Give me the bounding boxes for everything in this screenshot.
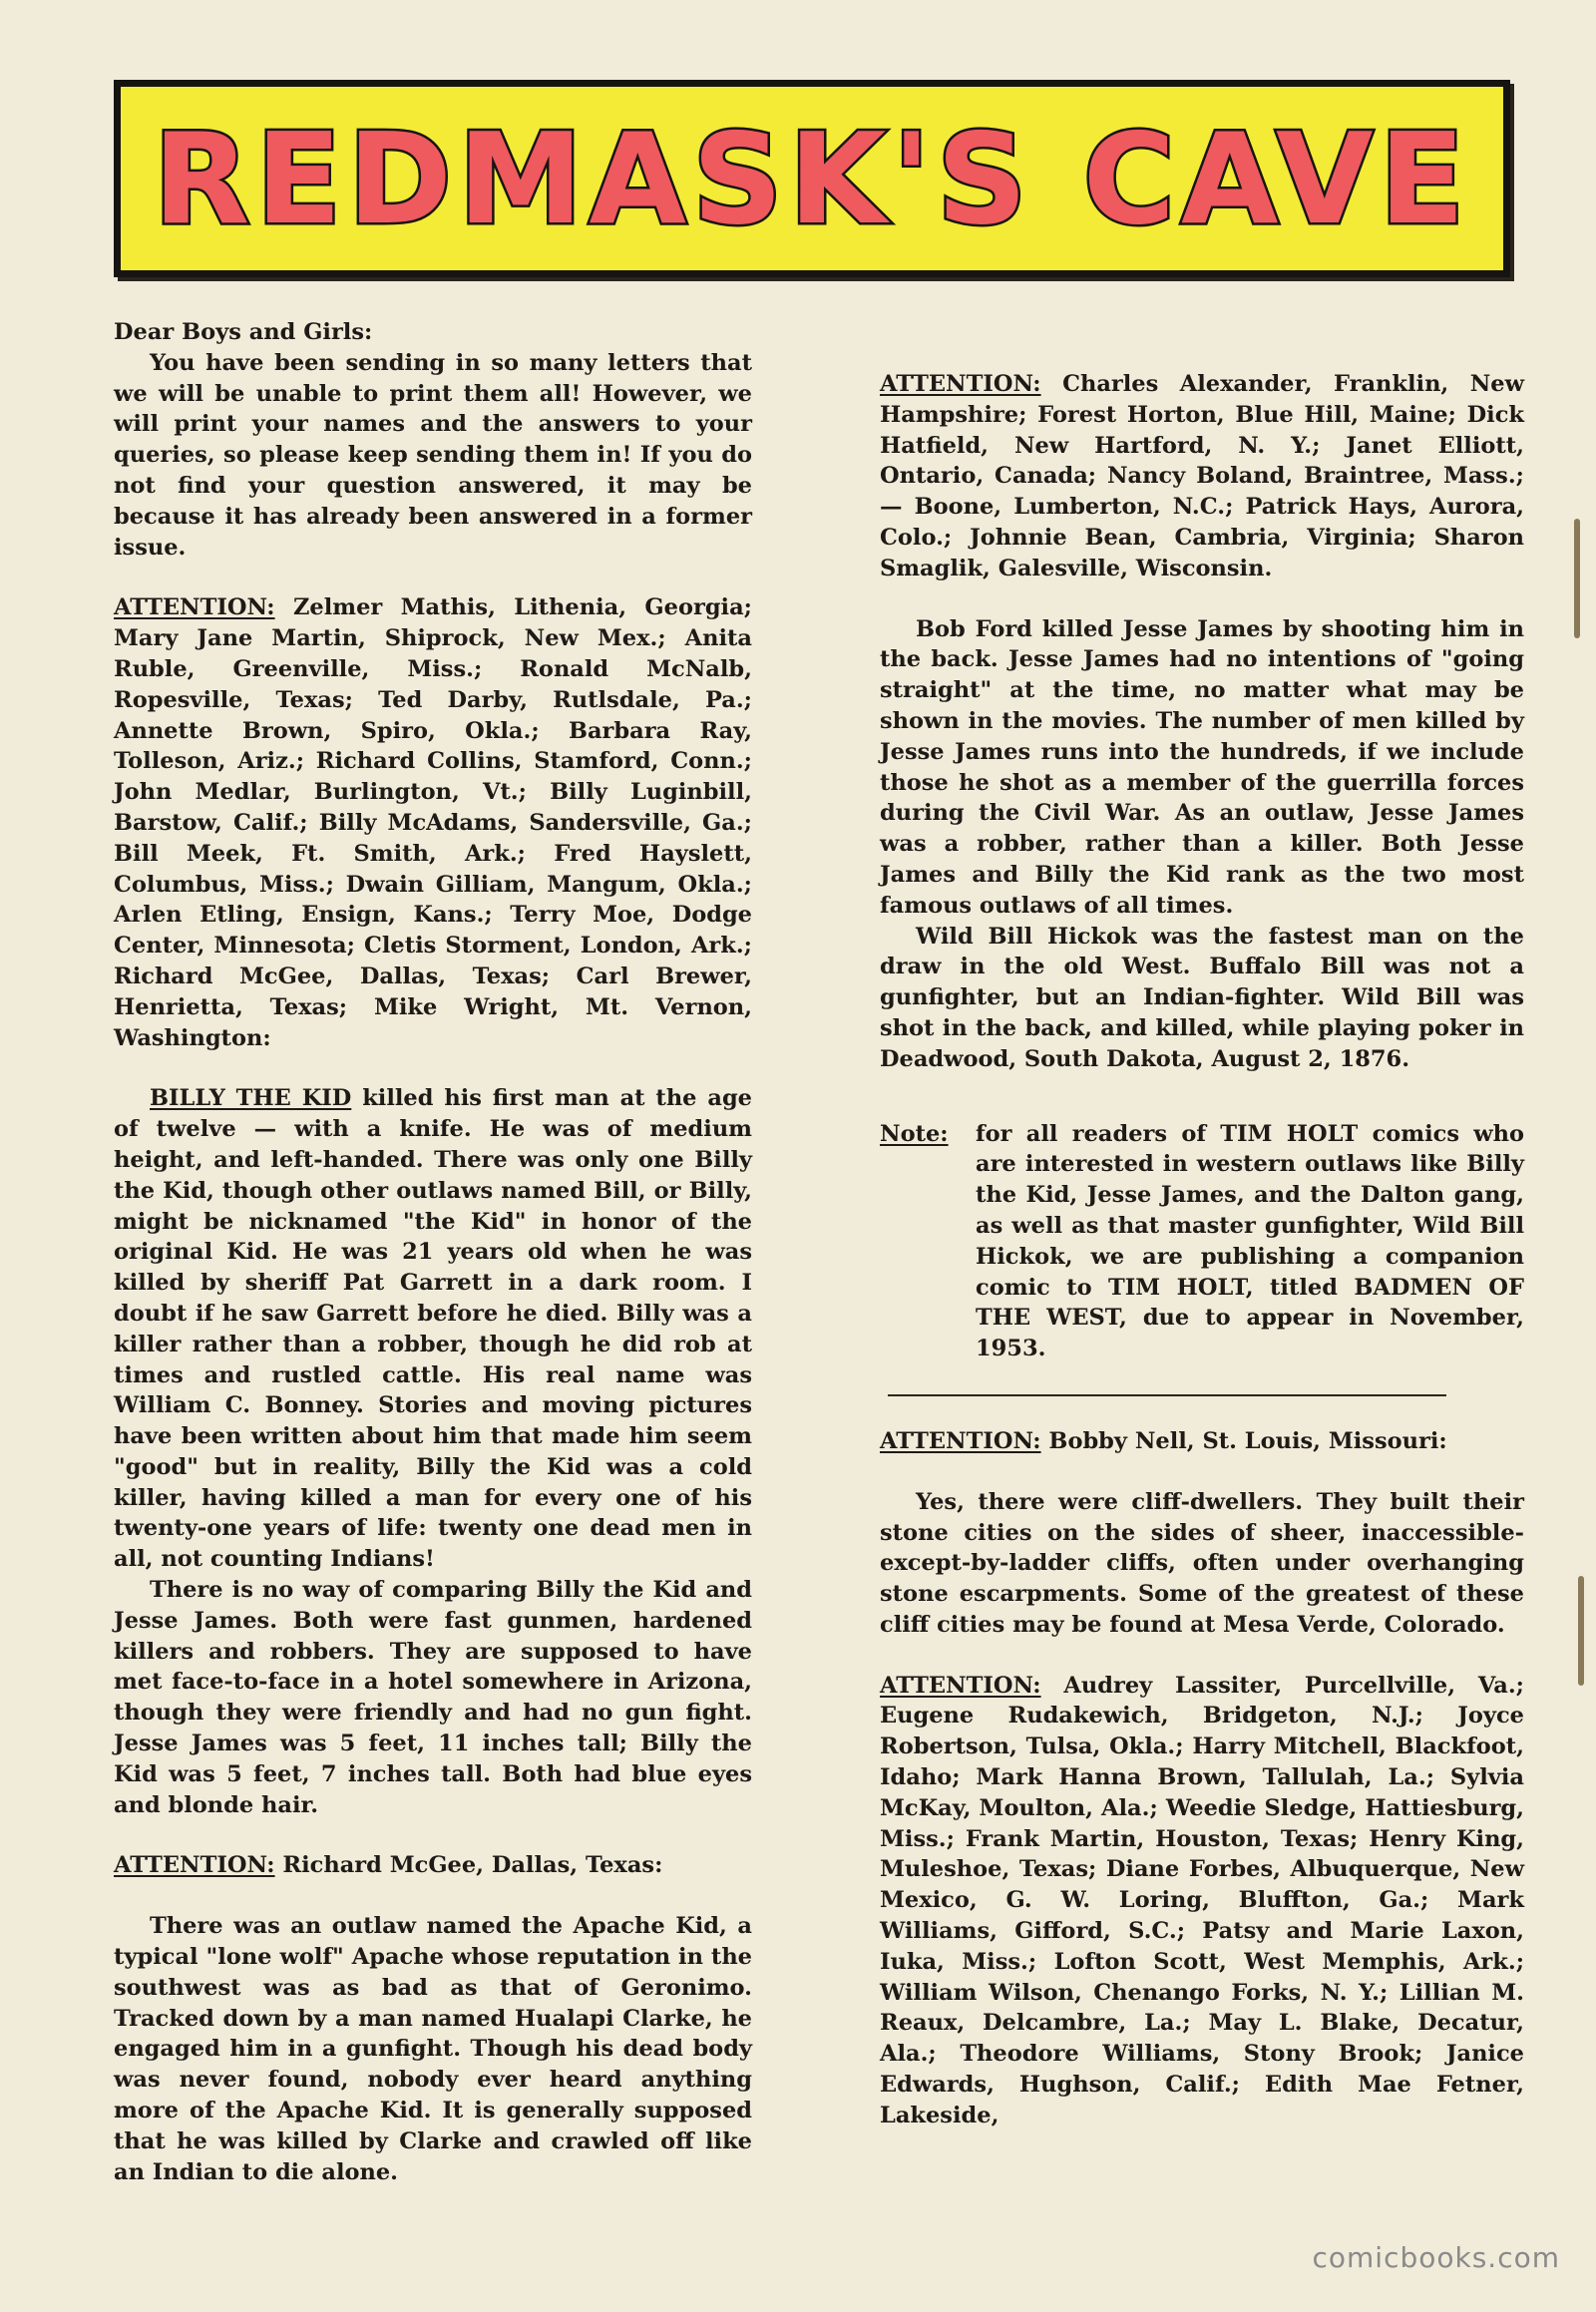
note-block [880,1119,1524,1364]
attention-names-3: Charles Alexander, Franklin, New Hampshire; Forest Horton, Blue Hill, Maine; Dick Hatfield, New Hartford, N. Y.; Janet Elliott, Ontario, Canada; Nancy Boland, Braintree, Mass.; — Boone, Lumberton, N.C.; Patrick Hays, Aurora, Colo.; Johnnie Bean, Cambria, Virginia; Sharon Smaglik, Galesville, Wisconsin. [880,371,1524,581]
attention-block-5 [880,1671,1524,2131]
attention-block-1 [114,592,752,1053]
jesse-paragraph: Bob Ford killed Jesse James by shooting him in the back. Jesse James had no intentions of "going straight" at the time, no matter what may be shown in the movies. The number of men killed by Jesse James runs into the hundreds, if we include those he shot as a member of the guerrilla forces during the Civil War. As an outlaw, Jesse James was a robber, rather than a killer. Both Jesse James and Billy the Kid rank as the two most famous outlaws of all times. [880,615,1524,919]
intro-paragraph: You have been sending in so many letters that we will be unable to print them all! However, we will print your names and the answers to your queries, so please keep sending them in! If you do not find your question answered, it may be because it has already been answered in a former issue. [114,349,752,561]
hickok-paragraph: Wild Bill Hickok was the fastest man on the draw in the old West. Buffalo Bill was not a gunfighter, but an Indian-fighter. Wild Bill was shot in the back, and killed, while playing poker in Deadwood, South Dakota, August 2, 1876. [880,923,1524,1072]
greeting: Dear Boys and Girls: [114,319,373,345]
margin-mark [1578,1576,1584,1686]
billy-text-1: killed his first man at the age of twelve — with a knife. He was of medium height, and left-handed. There was only one Billy the Kid, though other outlaws named Bill, or Billy, might be nicknamed "the Kid" in honor of the original Kid. He was 21 years old when he was killed by sheriff Pat Garrett in a dark room. I doubt if he saw Garrett before he died. Billy was a killer rather than a robber, though he did rob at times and rustled cattle. His real name was William C. Bonney. Stories and moving pictures have been written about him that made him seem "good" but in reality, Billy the Kid was a cold killer, having killed a man for every one of his twenty-one years of life: twenty one dead men in all, not counting Indians! [114,1085,752,1573]
note-body: for all readers of TIM HOLT comics who are interested in western outlaws like Billy the Kid, Jesse James, and the Dalton gang, as well as that master gunfighter, Wild Bill Hickok, we are publishing a companion comic to TIM HOLT, titled BADMEN OF THE WEST, due to appear in November, 1953. [976,1120,1524,1362]
margin-mark [1574,519,1580,638]
attention-block-2 [114,1850,752,1881]
attention-label-5: ATTENTION: [880,1672,1041,1699]
attention-label-3: ATTENTION: [880,371,1041,397]
note-label: Note: [880,1120,949,1147]
billy-lead: BILLY THE KID [150,1085,352,1112]
attention-names-4: Bobby Nell, St. Louis, Missouri: [1048,1427,1447,1454]
attention-names-2: Richard McGee, Dallas, Texas: [282,1852,663,1879]
attention-label-1: ATTENTION: [114,594,275,621]
right-column [880,369,1524,2131]
left-column [114,317,752,2187]
attention-names-1: Zelmer Mathis, Lithenia, Georgia; Mary Jane Martin, Shiprock, New Mex.; Anita Ruble, Greenville, Miss.; Ronald McNalb, Ropesville, Texas; Ted Darby, Rutlsdale, Pa.; Annette Brown, Spiro, Okla.; Barbara Ray, Tolleson, Ariz.; Richard Collins, Stamford, Conn.; John Medlar, Burlington, Vt.; Billy Luginbill, Barstow, Calif.; Billy McAdams, Sandersville, Ga.; Bill Meek, Ft. Smith, Ark.; Fred Hayslett, Columbus, Miss.; Dwain Gilliam, Mangum, Okla.; Arlen Etling, Ensign, Kans.; Terry Moe, Dodge Center, Minnesota; Cletis Storment, London, Ark.; Richard McGee, Dallas, Texas; Carl Brewer, Henrietta, Texas; Mike Wright, Mt. Vernon, Washington: [114,594,752,1051]
attention-block-3 [880,369,1524,584]
apache-paragraph: There was an outlaw named the Apache Kid, a typical "lone wolf" Apache whose reputation in the southwest was as bad as that of Geronimo. Tracked down by a man named Hualapi Clarke, he engaged him in a gunfight. Though his dead body was never found, nobody ever heard anything more of the Apache Kid. It is generally supposed that he was killed by Clarke and crawled off like an Indian to die alone. [114,1913,752,2185]
attention-names-5: Audrey Lassiter, Purcellville, Va.; Eugene Rudakewich, Bridgeton, N.J.; Joyce Robertson, Tulsa, Okla.; Harry Mitchell, Blackfoot, Idaho; Mark Hanna Brown, Tallulah, La.; Sylvia McKay, Moulton, Ala.; Weedie Sledge, Hattiesburg, Miss.; Frank Martin, Houston, Texas; Henry King, Muleshoe, Texas; Diane Forbes, Albuquerque, New Mexico, G. W. Loring, Bluffton, Ga.; Mark Williams, Gifford, S.C.; Patsy and Marie Laxon, Iuka, Miss.; Lofton Scott, West Memphis, Ark.; William Wilson, Chenango Forks, N. Y.; Lillian M. Reaux, Delcambre, La.; May L. Blake, Decatur, Ala.; Theodore Williams, Stony Brook; Janice Edwards, Hughson, Calif.; Edith Mae Fetner, Lakeside, [880,1672,1524,2128]
watermark: comicbooks.com [1312,2241,1560,2274]
billy-paragraph-2: There is no way of comparing Billy the Kid and Jesse James. Both were fast gunmen, hardened killers and robbers. They are supposed to have met face-to-face in a hotel somewhere in Arizona, though they were friendly and had no gun fight. Jesse James was 5 feet, 11 inches tall; Billy the Kid was 5 feet, 7 inches tall. Both had blue eyes and blonde hair. [114,1577,752,1818]
attention-label-4: ATTENTION: [880,1427,1041,1454]
attention-block-4 [880,1426,1524,1457]
banner-title: REDMASK'S CAVE [153,105,1471,252]
title-banner [114,80,1510,277]
cliff-paragraph: Yes, there were cliff-dwellers. They built their stone cities on the sides of sheer, inaccessible-except-by-ladder cliffs, often under overhanging stone escarpments. Some of the greatest of these cliff cities may be found at Mesa Verde, Colorado. [880,1488,1524,1638]
attention-label-2: ATTENTION: [114,1852,275,1879]
billy-paragraph-1 [114,1083,752,1575]
